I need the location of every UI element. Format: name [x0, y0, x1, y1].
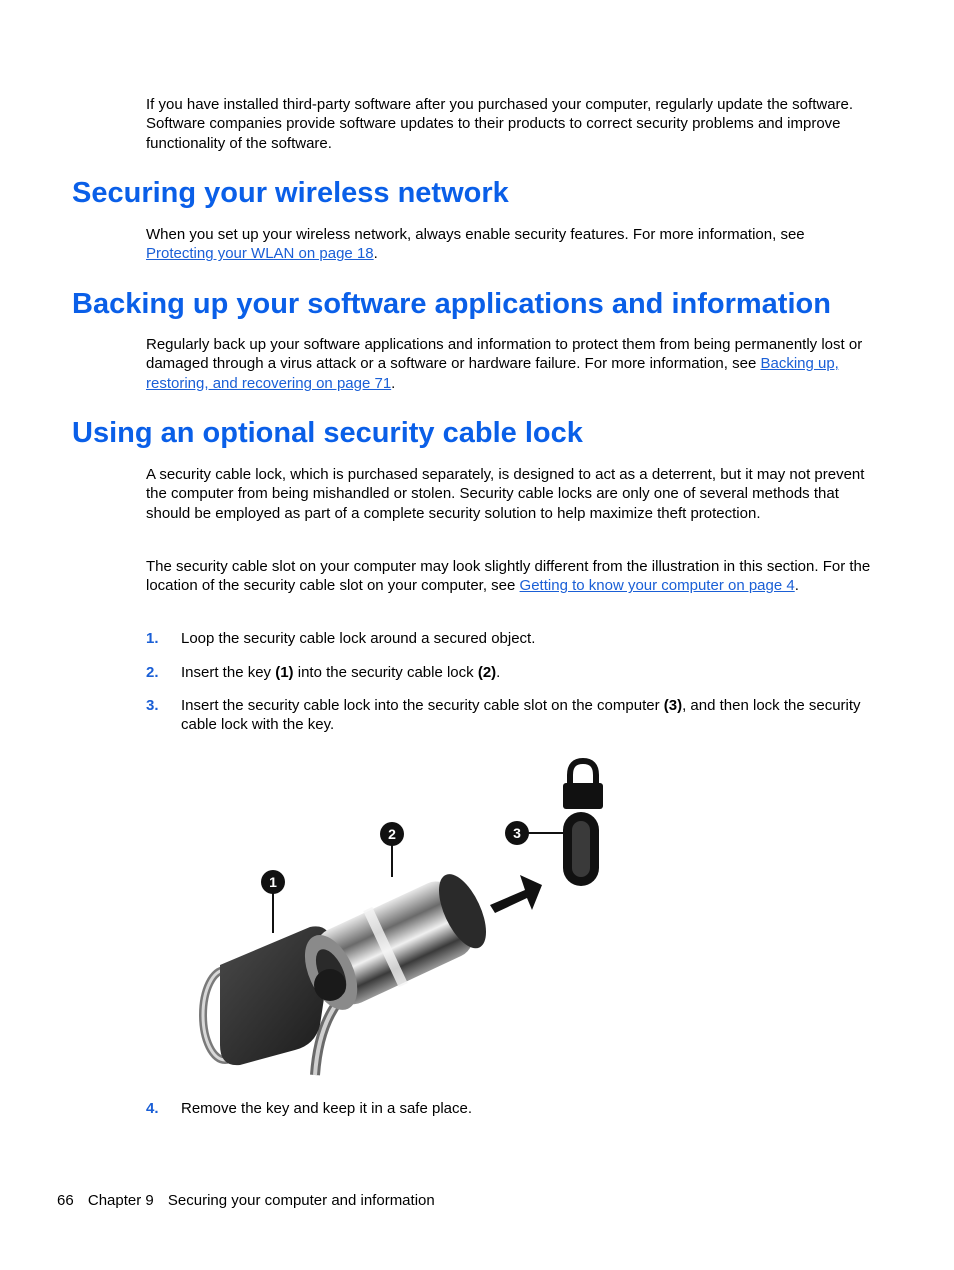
security-cable-lock-illustration [190, 755, 620, 1080]
backup-paragraph [146, 335, 876, 393]
step-1 [146, 629, 876, 648]
callout-ref: (2) [477, 664, 497, 681]
callout-2-label: 2 [388, 826, 396, 842]
cable-lock-text-end: . [794, 577, 799, 595]
step-3 [146, 696, 876, 735]
link-getting-to-know[interactable]: Getting to know your computer on page 4 [519, 577, 795, 595]
link-backing-up[interactable]: Backing up, restoring, and recovering on page 71 [146, 355, 839, 392]
step-number: 3. [146, 697, 159, 714]
cable-lock-text: The security cable slot on your computer may look slightly different from the illustration in this section. For the location of the security cable slot on your computer, see [146, 558, 871, 595]
heading-securing-wireless: Securing your wireless network [72, 177, 509, 209]
page-footer [57, 1192, 445, 1209]
step-number: 4. [146, 1100, 159, 1117]
step-number: 1. [146, 630, 159, 647]
callout-ref: (1) [275, 664, 294, 681]
wireless-text: When you set up your wireless network, always enable security features. For more information, see [146, 226, 805, 243]
step-2 [146, 663, 876, 682]
page-number: 66 [57, 1192, 74, 1209]
step-text [181, 696, 876, 735]
padlock-icon [563, 761, 603, 809]
wireless-text-end: . [373, 245, 378, 263]
link-protecting-wlan[interactable]: Protecting your WLAN on page 18 [146, 245, 374, 263]
chapter-title: Securing your computer and information [167, 1192, 435, 1209]
intro-paragraph: If you have installed third-party software after you purchased your computer, regularly update the software. Software companies provide software updates to their products to correct security problems and improve functionality of the software. [146, 96, 854, 152]
callout-ref: (3) [663, 697, 683, 714]
step-text-part: Insert the key [181, 664, 276, 681]
insert-arrow-icon [490, 875, 542, 913]
callout-1-label: 1 [269, 874, 277, 890]
step-text: Loop the security cable lock around a secured object. [181, 630, 536, 647]
step-text [181, 663, 876, 682]
step-text-part: . [496, 664, 501, 681]
step-text: Remove the key and keep it in a safe place. [181, 1100, 473, 1117]
callout-3-label: 3 [513, 825, 521, 841]
step-number: 2. [146, 664, 159, 681]
step-text-part: Insert the security cable lock into the security cable slot on the computer [181, 697, 664, 714]
step-text-part: into the security cable lock [293, 664, 478, 681]
step-text-part: , and then lock the security cable lock with the key. [181, 697, 861, 734]
cable-lock-paragraph-2 [146, 557, 876, 596]
step-4 [146, 1099, 876, 1118]
heading-backing-up: Backing up your software applications and information [72, 288, 831, 320]
heading-security-cable-lock: Using an optional security cable lock [72, 417, 583, 449]
backup-text-end: . [391, 374, 396, 392]
backup-text: Regularly back up your software applications and information to protect them from being permanently lost or damaged through a virus attack or a software or hardware failure. For more information, see [146, 336, 863, 373]
wireless-paragraph [146, 225, 876, 264]
chapter-label: Chapter 9 [87, 1192, 154, 1209]
cable-lock-paragraph-1: A security cable lock, which is purchased separately, is designed to act as a deterrent, but it may not prevent the computer from being mishandled or stolen. Security cable locks are only one of several methods that should be employed as part of a complete security solution to help maximize theft protection. [146, 466, 865, 522]
